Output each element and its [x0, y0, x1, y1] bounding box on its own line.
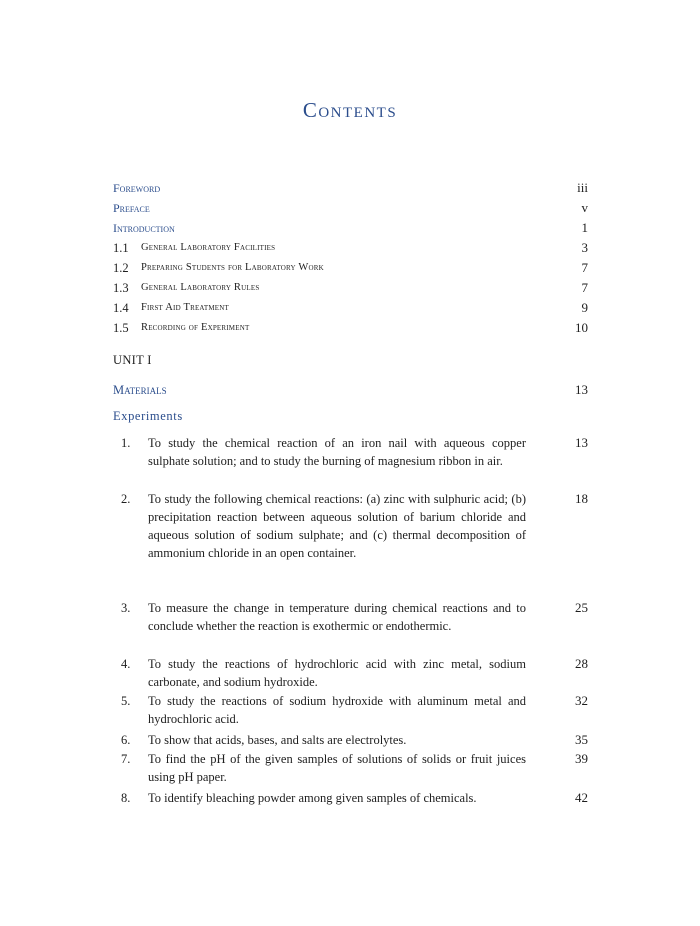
section-label: General Laboratory Facilities [141, 242, 276, 253]
section-number: 1.3 [113, 281, 129, 295]
section-page: 7 [581, 280, 588, 295]
experiment-page: 32 [575, 693, 588, 708]
experiment-text: To study the chemical reaction of an iron nail with aqueous copper sulphate solution; and to study the burning of magnesium ribbon in air. [148, 436, 526, 468]
toc-entry-page: 13 [575, 382, 588, 397]
toc-entry-page: iii [577, 180, 588, 195]
experiments-heading: Experiments [113, 409, 183, 423]
toc-section-1-3[interactable] [113, 279, 588, 297]
experiment-number: 5. [121, 694, 131, 708]
experiment-number: 8. [121, 791, 131, 805]
toc-entry-introduction[interactable] [113, 219, 588, 237]
experiment-page: 28 [575, 656, 588, 671]
toc-entry-label: Preface [113, 201, 150, 215]
experiment-page: 13 [575, 435, 588, 450]
section-number: 1.2 [113, 261, 129, 275]
experiment-number: 3. [121, 601, 131, 615]
toc-entry-label: Foreword [113, 181, 161, 195]
experiment-number: 1. [121, 436, 131, 450]
toc-section-1-5[interactable] [113, 319, 588, 337]
experiment-number: 4. [121, 657, 131, 671]
experiment-text: To find the pH of the given samples of solutions of solids or fruit juices using pH paper. [148, 752, 526, 784]
toc-entry-preface[interactable] [113, 199, 588, 217]
section-label: Preparing Students for Laboratory Work [141, 262, 324, 273]
page-title: Contents [302, 98, 398, 122]
experiment-text: To study the reactions of sodium hydroxide with aluminum metal and hydrochloric acid. [148, 694, 526, 726]
section-label: General Laboratory Rules [141, 282, 260, 293]
experiment-page: 35 [575, 732, 588, 747]
toc-section-1-1[interactable] [113, 239, 588, 257]
section-number: 1.4 [113, 301, 129, 315]
experiment-page: 18 [575, 491, 588, 506]
experiment-number: 7. [121, 752, 131, 766]
section-page: 7 [581, 260, 588, 275]
section-label: First Aid Treatment [141, 302, 230, 313]
toc-entry-materials[interactable] [113, 381, 588, 399]
toc-entry-label: Materials [113, 383, 167, 397]
experiment-text: To study the following chemical reactions: (a) zinc with sulphuric acid; (b) precipitation reaction between aqueous solution of barium chloride and aqueous solution of sodium sulphate; and (c) thermal decomposition of ammonium chloride in an open container. [148, 492, 526, 560]
toc-entry-page: 1 [581, 220, 588, 235]
experiment-text: To show that acids, bases, and salts are electrolytes. [148, 733, 407, 747]
unit-heading: UNIT I [113, 353, 152, 367]
section-label: Recording of Experiment [141, 322, 250, 333]
toc-section-1-4[interactable] [113, 299, 588, 317]
toc-section-1-2[interactable] [113, 259, 588, 277]
section-page: 10 [575, 320, 588, 335]
experiment-number: 2. [121, 492, 131, 506]
experiment-page: 39 [575, 751, 588, 766]
experiment-page: 25 [575, 600, 588, 615]
toc-entry-label: Introduction [113, 221, 175, 235]
experiment-text: To study the reactions of hydrochloric acid with zinc metal, sodium carbonate, and sodium hydroxide. [148, 657, 526, 689]
section-page: 9 [581, 300, 588, 315]
section-number: 1.1 [113, 241, 129, 255]
experiment-page: 42 [575, 790, 588, 805]
section-page: 3 [581, 240, 588, 255]
experiment-text: To measure the change in temperature during chemical reactions and to conclude whether the reaction is exothermic or endothermic. [148, 601, 526, 633]
experiment-text: To identify bleaching powder among given samples of chemicals. [148, 791, 477, 805]
toc-entry-foreword[interactable] [113, 179, 588, 197]
section-number: 1.5 [113, 321, 129, 335]
experiment-number: 6. [121, 733, 131, 747]
toc-entry-page: v [581, 200, 588, 215]
